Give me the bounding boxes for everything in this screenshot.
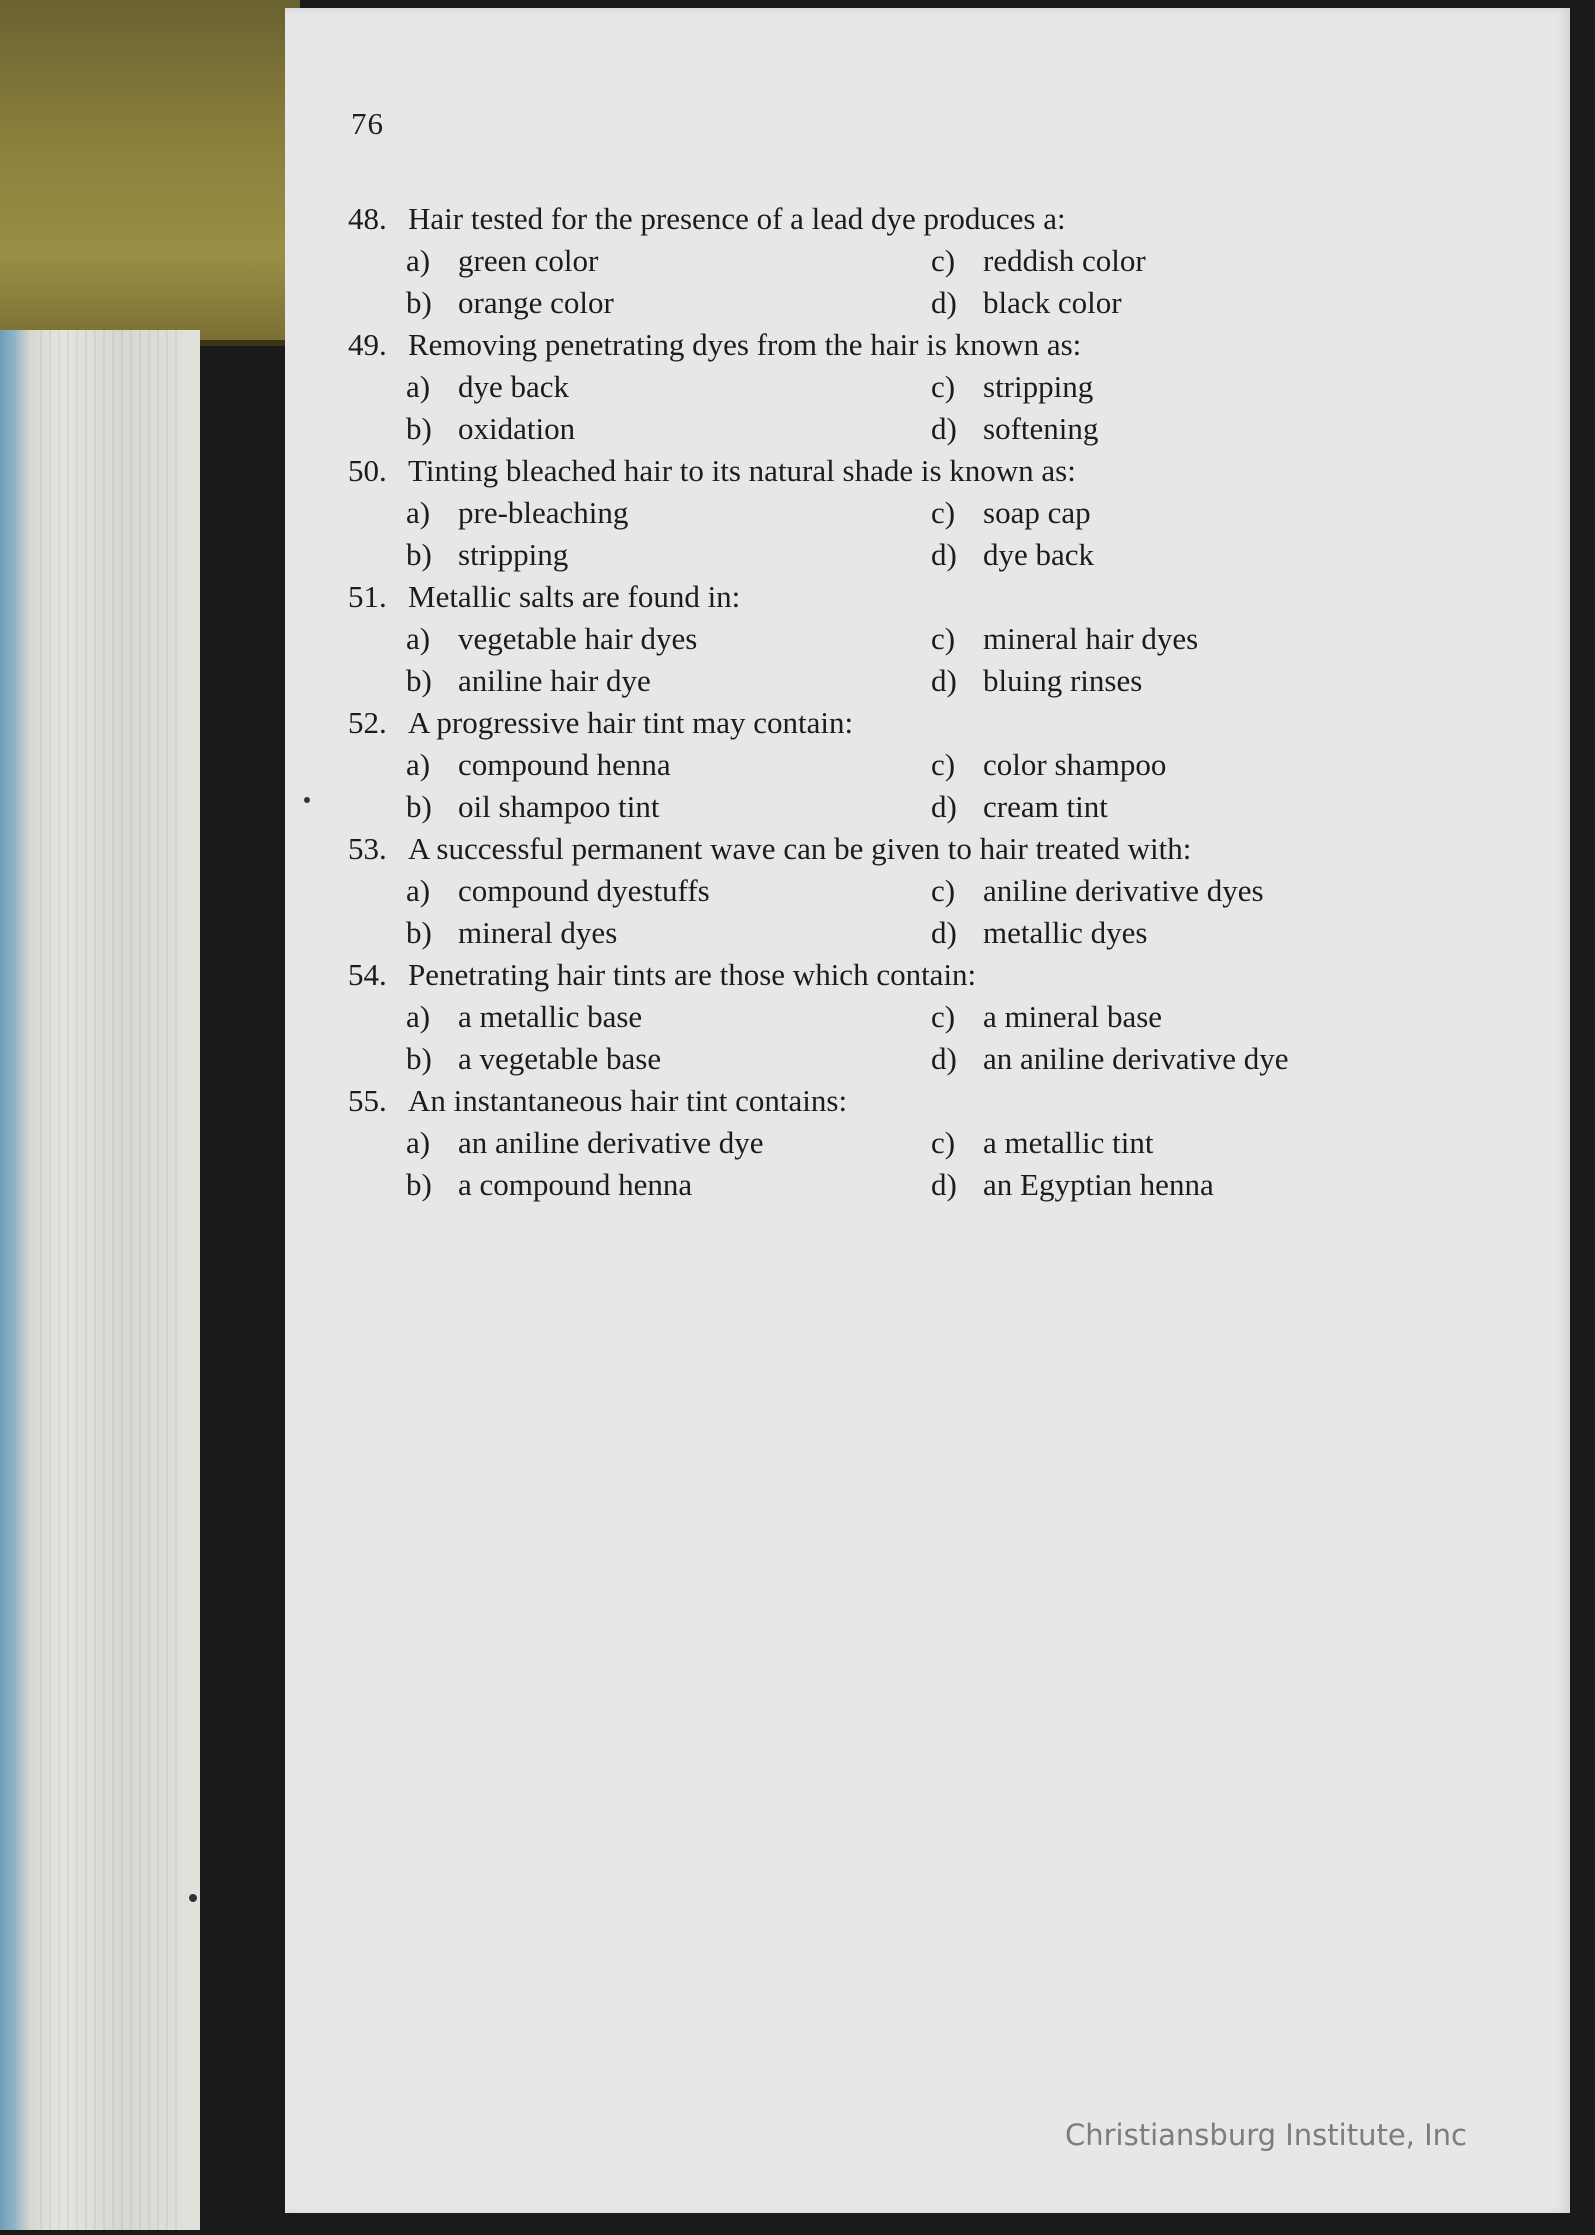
- option-letter: a): [406, 873, 431, 908]
- option-text: an Egyptian henna: [983, 1167, 1214, 1202]
- option-c: [931, 870, 1531, 912]
- option-b: [406, 786, 931, 828]
- question-51: [348, 576, 1528, 702]
- question-stem: [348, 702, 1528, 744]
- question-53: [348, 828, 1528, 954]
- option-text: pre-bleaching: [458, 495, 629, 530]
- option-text: dye back: [458, 369, 570, 404]
- option-text: color shampoo: [983, 747, 1167, 782]
- answer-options: [348, 996, 1528, 1080]
- option-letter: a): [406, 369, 431, 404]
- question-number: 50.: [348, 453, 387, 488]
- option-b: [406, 1038, 931, 1080]
- question-stem: [348, 828, 1528, 870]
- option-letter: b): [406, 411, 432, 446]
- option-text: black color: [983, 285, 1122, 320]
- option-text: mineral hair dyes: [983, 621, 1199, 656]
- option-letter: b): [406, 789, 432, 824]
- option-b: [406, 1164, 931, 1206]
- question-stem: [348, 576, 1528, 618]
- option-a: [406, 996, 931, 1038]
- question-number: 55.: [348, 1083, 387, 1118]
- option-letter: c): [931, 621, 956, 656]
- ink-speck: [304, 797, 310, 803]
- option-text: reddish color: [983, 243, 1146, 278]
- option-letter: c): [931, 243, 956, 278]
- option-a: [406, 1122, 931, 1164]
- answer-options: [348, 618, 1528, 702]
- option-text: soap cap: [983, 495, 1091, 530]
- option-text: a vegetable base: [458, 1041, 662, 1076]
- option-letter: a): [406, 495, 431, 530]
- question-54: [348, 954, 1528, 1080]
- option-text: stripping: [458, 537, 569, 572]
- option-letter: b): [406, 1167, 432, 1202]
- question-number: 52.: [348, 705, 387, 740]
- answer-options: [348, 870, 1528, 954]
- question-number: 53.: [348, 831, 387, 866]
- option-letter: c): [931, 747, 956, 782]
- option-text: orange color: [458, 285, 614, 320]
- page-stack-edges: [0, 330, 200, 2230]
- question-stem: [348, 324, 1528, 366]
- option-text: a compound henna: [458, 1167, 693, 1202]
- option-text: oil shampoo tint: [458, 789, 660, 824]
- option-text: vegetable hair dyes: [458, 621, 698, 656]
- question-number: 51.: [348, 579, 387, 614]
- option-letter: d): [931, 1167, 957, 1202]
- option-a: [406, 744, 931, 786]
- option-d: [931, 408, 1531, 450]
- option-d: [931, 282, 1531, 324]
- option-text: compound dyestuffs: [458, 873, 710, 908]
- option-text: a mineral base: [983, 999, 1163, 1034]
- book-cover-edge: [0, 0, 300, 346]
- question-text: An instantaneous hair tint contains:: [408, 1083, 848, 1118]
- option-c: [931, 240, 1531, 282]
- option-a: [406, 618, 931, 660]
- option-text: an aniline derivative dye: [458, 1125, 764, 1160]
- option-letter: d): [931, 285, 957, 320]
- option-a: [406, 366, 931, 408]
- option-letter: b): [406, 663, 432, 698]
- option-d: [931, 912, 1531, 954]
- question-text: Removing penetrating dyes from the hair is known as:: [408, 327, 1082, 362]
- option-text: bluing rinses: [983, 663, 1143, 698]
- question-text: Tinting bleached hair to its natural shade is known as:: [408, 453, 1076, 488]
- question-52: [348, 702, 1528, 828]
- ink-speck: [189, 1894, 197, 1902]
- option-letter: b): [406, 1041, 432, 1076]
- option-text: green color: [458, 243, 599, 278]
- page-number: 76: [351, 106, 384, 141]
- option-letter: a): [406, 243, 431, 278]
- question-number: 54.: [348, 957, 387, 992]
- option-text: a metallic tint: [983, 1125, 1154, 1160]
- option-letter: d): [931, 537, 957, 572]
- option-text: dye back: [983, 537, 1095, 572]
- option-c: [931, 744, 1531, 786]
- option-letter: b): [406, 915, 432, 950]
- option-letter: c): [931, 999, 956, 1034]
- option-d: [931, 660, 1531, 702]
- option-letter: d): [931, 411, 957, 446]
- option-letter: b): [406, 537, 432, 572]
- option-d: [931, 534, 1531, 576]
- question-text: A successful permanent wave can be given to hair treated with:: [408, 831, 1192, 866]
- option-text: stripping: [983, 369, 1094, 404]
- option-d: [931, 1164, 1531, 1206]
- option-text: oxidation: [458, 411, 576, 446]
- question-text: A progressive hair tint may contain:: [408, 705, 854, 740]
- option-a: [406, 870, 931, 912]
- option-letter: a): [406, 621, 431, 656]
- option-text: softening: [983, 411, 1099, 446]
- option-text: compound henna: [458, 747, 671, 782]
- option-b: [406, 534, 931, 576]
- option-c: [931, 1122, 1531, 1164]
- question-49: [348, 324, 1528, 450]
- question-50: [348, 450, 1528, 576]
- option-text: metallic dyes: [983, 915, 1148, 950]
- question-text: Metallic salts are found in:: [408, 579, 741, 614]
- watermark: Christiansburg Institute, Inc: [1065, 2118, 1467, 2152]
- question-stem: [348, 954, 1528, 996]
- question-list: [348, 198, 1528, 1206]
- option-c: [931, 618, 1531, 660]
- answer-options: [348, 492, 1528, 576]
- question-number: 49.: [348, 327, 387, 362]
- option-b: [406, 408, 931, 450]
- question-55: [348, 1080, 1528, 1206]
- option-a: [406, 492, 931, 534]
- option-b: [406, 912, 931, 954]
- option-text: an aniline derivative dye: [983, 1041, 1289, 1076]
- question-stem: [348, 198, 1528, 240]
- option-d: [931, 1038, 1531, 1080]
- option-letter: d): [931, 663, 957, 698]
- option-letter: a): [406, 999, 431, 1034]
- option-text: cream tint: [983, 789, 1108, 824]
- option-c: [931, 492, 1531, 534]
- question-text: Hair tested for the presence of a lead dye produces a:: [408, 201, 1066, 236]
- option-letter: d): [931, 915, 957, 950]
- question-text: Penetrating hair tints are those which contain:: [408, 957, 977, 992]
- option-letter: a): [406, 747, 431, 782]
- answer-options: [348, 744, 1528, 828]
- option-b: [406, 282, 931, 324]
- option-letter: d): [931, 1041, 957, 1076]
- question-48: [348, 198, 1528, 324]
- option-text: aniline hair dye: [458, 663, 651, 698]
- option-text: aniline derivative dyes: [983, 873, 1264, 908]
- option-c: [931, 996, 1531, 1038]
- option-text: mineral dyes: [458, 915, 618, 950]
- book-page: [285, 8, 1570, 2213]
- option-c: [931, 366, 1531, 408]
- answer-options: [348, 366, 1528, 450]
- option-d: [931, 786, 1531, 828]
- option-letter: b): [406, 285, 432, 320]
- answer-options: [348, 1122, 1528, 1206]
- option-letter: c): [931, 369, 956, 404]
- question-stem: [348, 450, 1528, 492]
- answer-options: [348, 240, 1528, 324]
- option-text: a metallic base: [458, 999, 643, 1034]
- option-letter: a): [406, 1125, 431, 1160]
- question-stem: [348, 1080, 1528, 1122]
- question-number: 48.: [348, 201, 387, 236]
- option-letter: c): [931, 495, 956, 530]
- option-letter: d): [931, 789, 957, 824]
- option-letter: c): [931, 1125, 956, 1160]
- option-b: [406, 660, 931, 702]
- option-a: [406, 240, 931, 282]
- option-letter: c): [931, 873, 956, 908]
